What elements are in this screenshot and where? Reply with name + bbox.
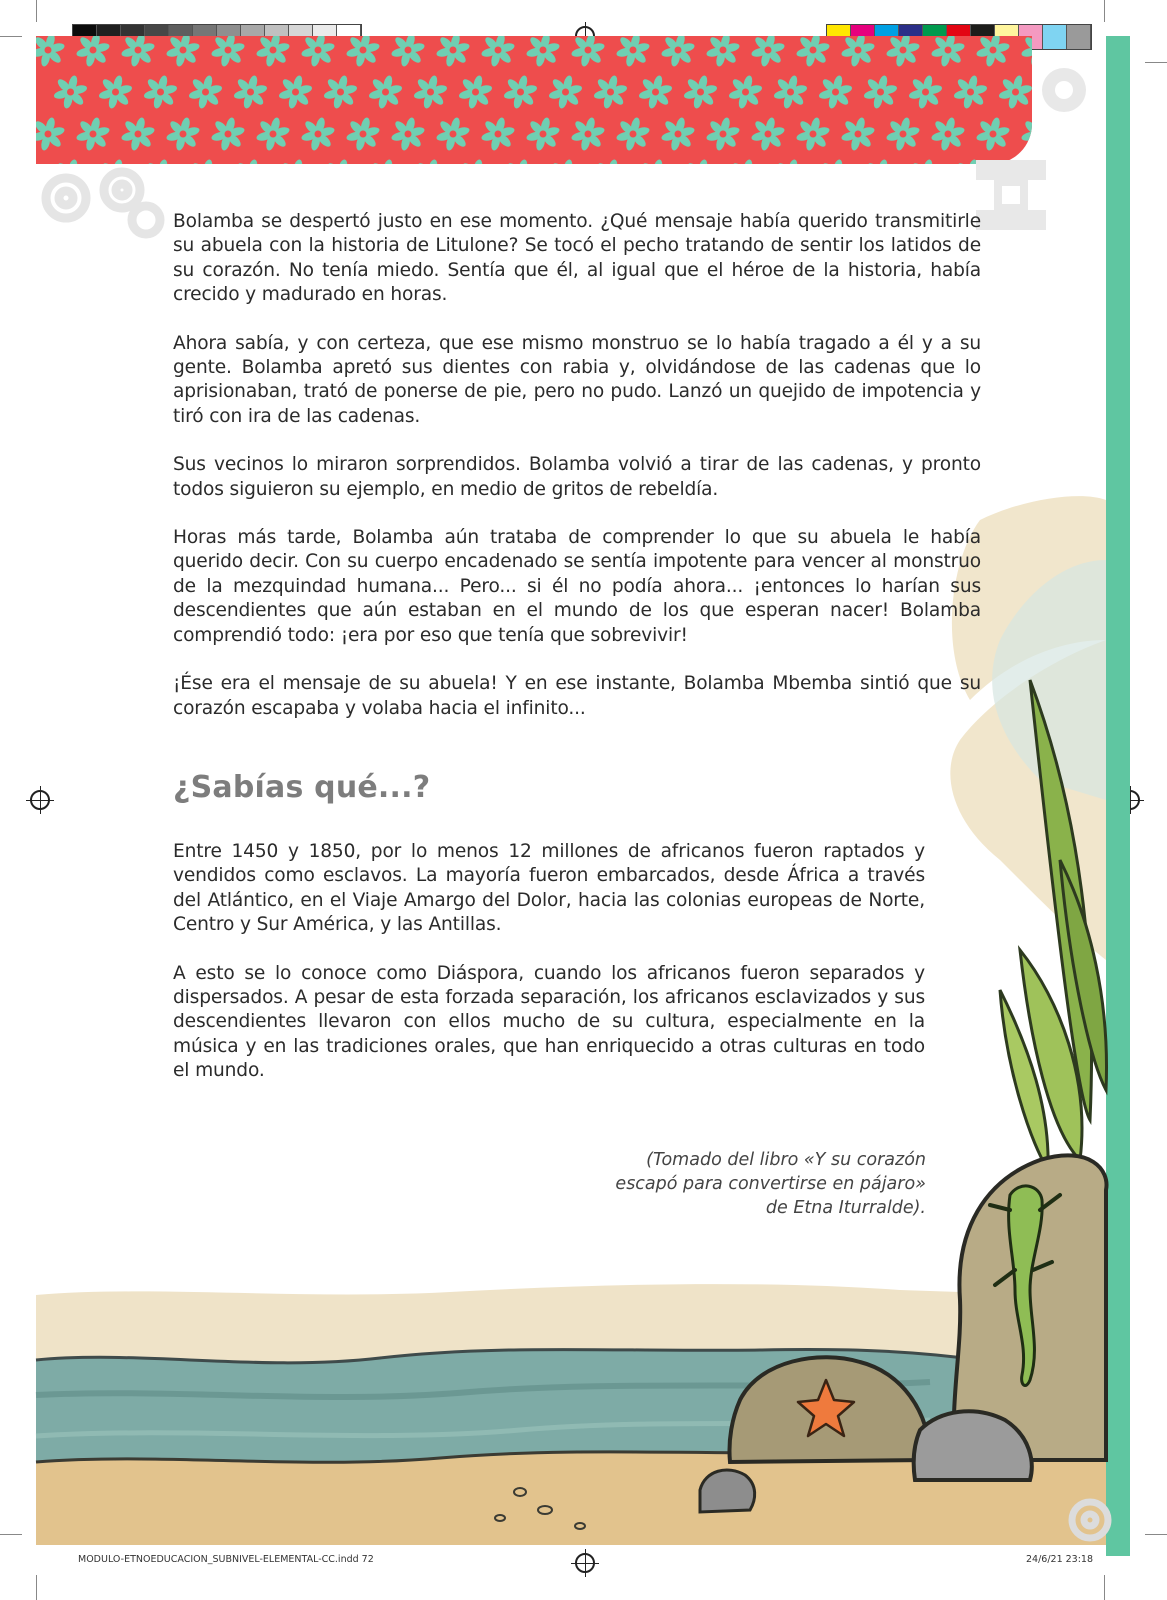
story-paragraph: Bolamba se despertó justo en ese momento. ¿Qué mensaje había querido transmitirle su abuela con la historia de Litulone? Se tocó el pecho tratando de sentir los latidos de su corazón. No tenía miedo. Sentía que él, al igual que el héroe de la historia, había crecido y madurado en horas. (173, 211, 981, 306)
source-line: (Tomado del libro «Y su corazón (646, 1150, 926, 1170)
source-line: escapó para convertirse en pájaro» (615, 1174, 926, 1194)
sabias-text (173, 840, 925, 1108)
sabias-heading: ¿Sabías qué...? (173, 770, 431, 805)
print-slug-timestamp: 24/6/21 23:18 (1026, 1554, 1094, 1565)
print-slug-filename: MODULO-ETNOEDUCACION_SUBNIVEL-ELEMENTAL-CC.indd 72 (78, 1554, 374, 1565)
source-line: de Etna Iturralde). (765, 1198, 926, 1218)
story-paragraph: Horas más tarde, Bolamba aún trataba de comprender lo que su abuela le había querido decir. Con su cuerpo encadenado se sentía impotente para vencer al monstruo de la mezquindad humana... Pero... si él no podía ahora... ¡entonces lo harían sus descendientes que aún estaban en el mundo de los que esperan nacer! Bolamba comprendió todo: ¡era por eso que tenía que sobrevivir! (173, 527, 981, 646)
story-paragraph: ¡Ése era el mensaje de su abuela! Y en ese instante, Bolamba Mbemba sintió que su corazón escapaba y volaba hacia el infinito... (173, 673, 981, 719)
story-text (173, 210, 981, 745)
story-paragraph: Sus vecinos lo miraron sorprendidos. Bolamba volvió a tirar de las cadenas, y pronto todos siguieron su ejemplo, en medio de gritos de rebeldía. (173, 454, 981, 500)
story-paragraph: Ahora sabía, y con certeza, que ese mismo monstruo se lo había tragado a él y a su gente. Bolamba apretó sus dientes con rabia y, olvidándose de las cadenas que lo aprisionaban, trató de ponerse de pie, pero no pudo. Lanzó un quejido de impotencia y tiró con ira de las cadenas. (173, 332, 981, 427)
sabias-paragraph: A esto se lo conoce como Diáspora, cuando los africanos fueron separados y dispersados. A pesar de esta forzada separación, los africanos esclavizados y sus descendientes llevaron con ellos mucho de su cultura, especialmente en la música y en las tradiciones orales, que han enriquecido a otras culturas en todo el mundo. (173, 962, 925, 1082)
source-citation (560, 1148, 926, 1220)
sabias-paragraph: Entre 1450 y 1850, por lo menos 12 millones de africanos fueron raptados y vendidos como esclavos. La mayoría fueron embarcados, desde África a través del Atlántico, en el Viaje Amargo del Dolor, hacia las colonias europeas de Norte, Centro y Sur América, y las Antillas. (173, 841, 925, 936)
